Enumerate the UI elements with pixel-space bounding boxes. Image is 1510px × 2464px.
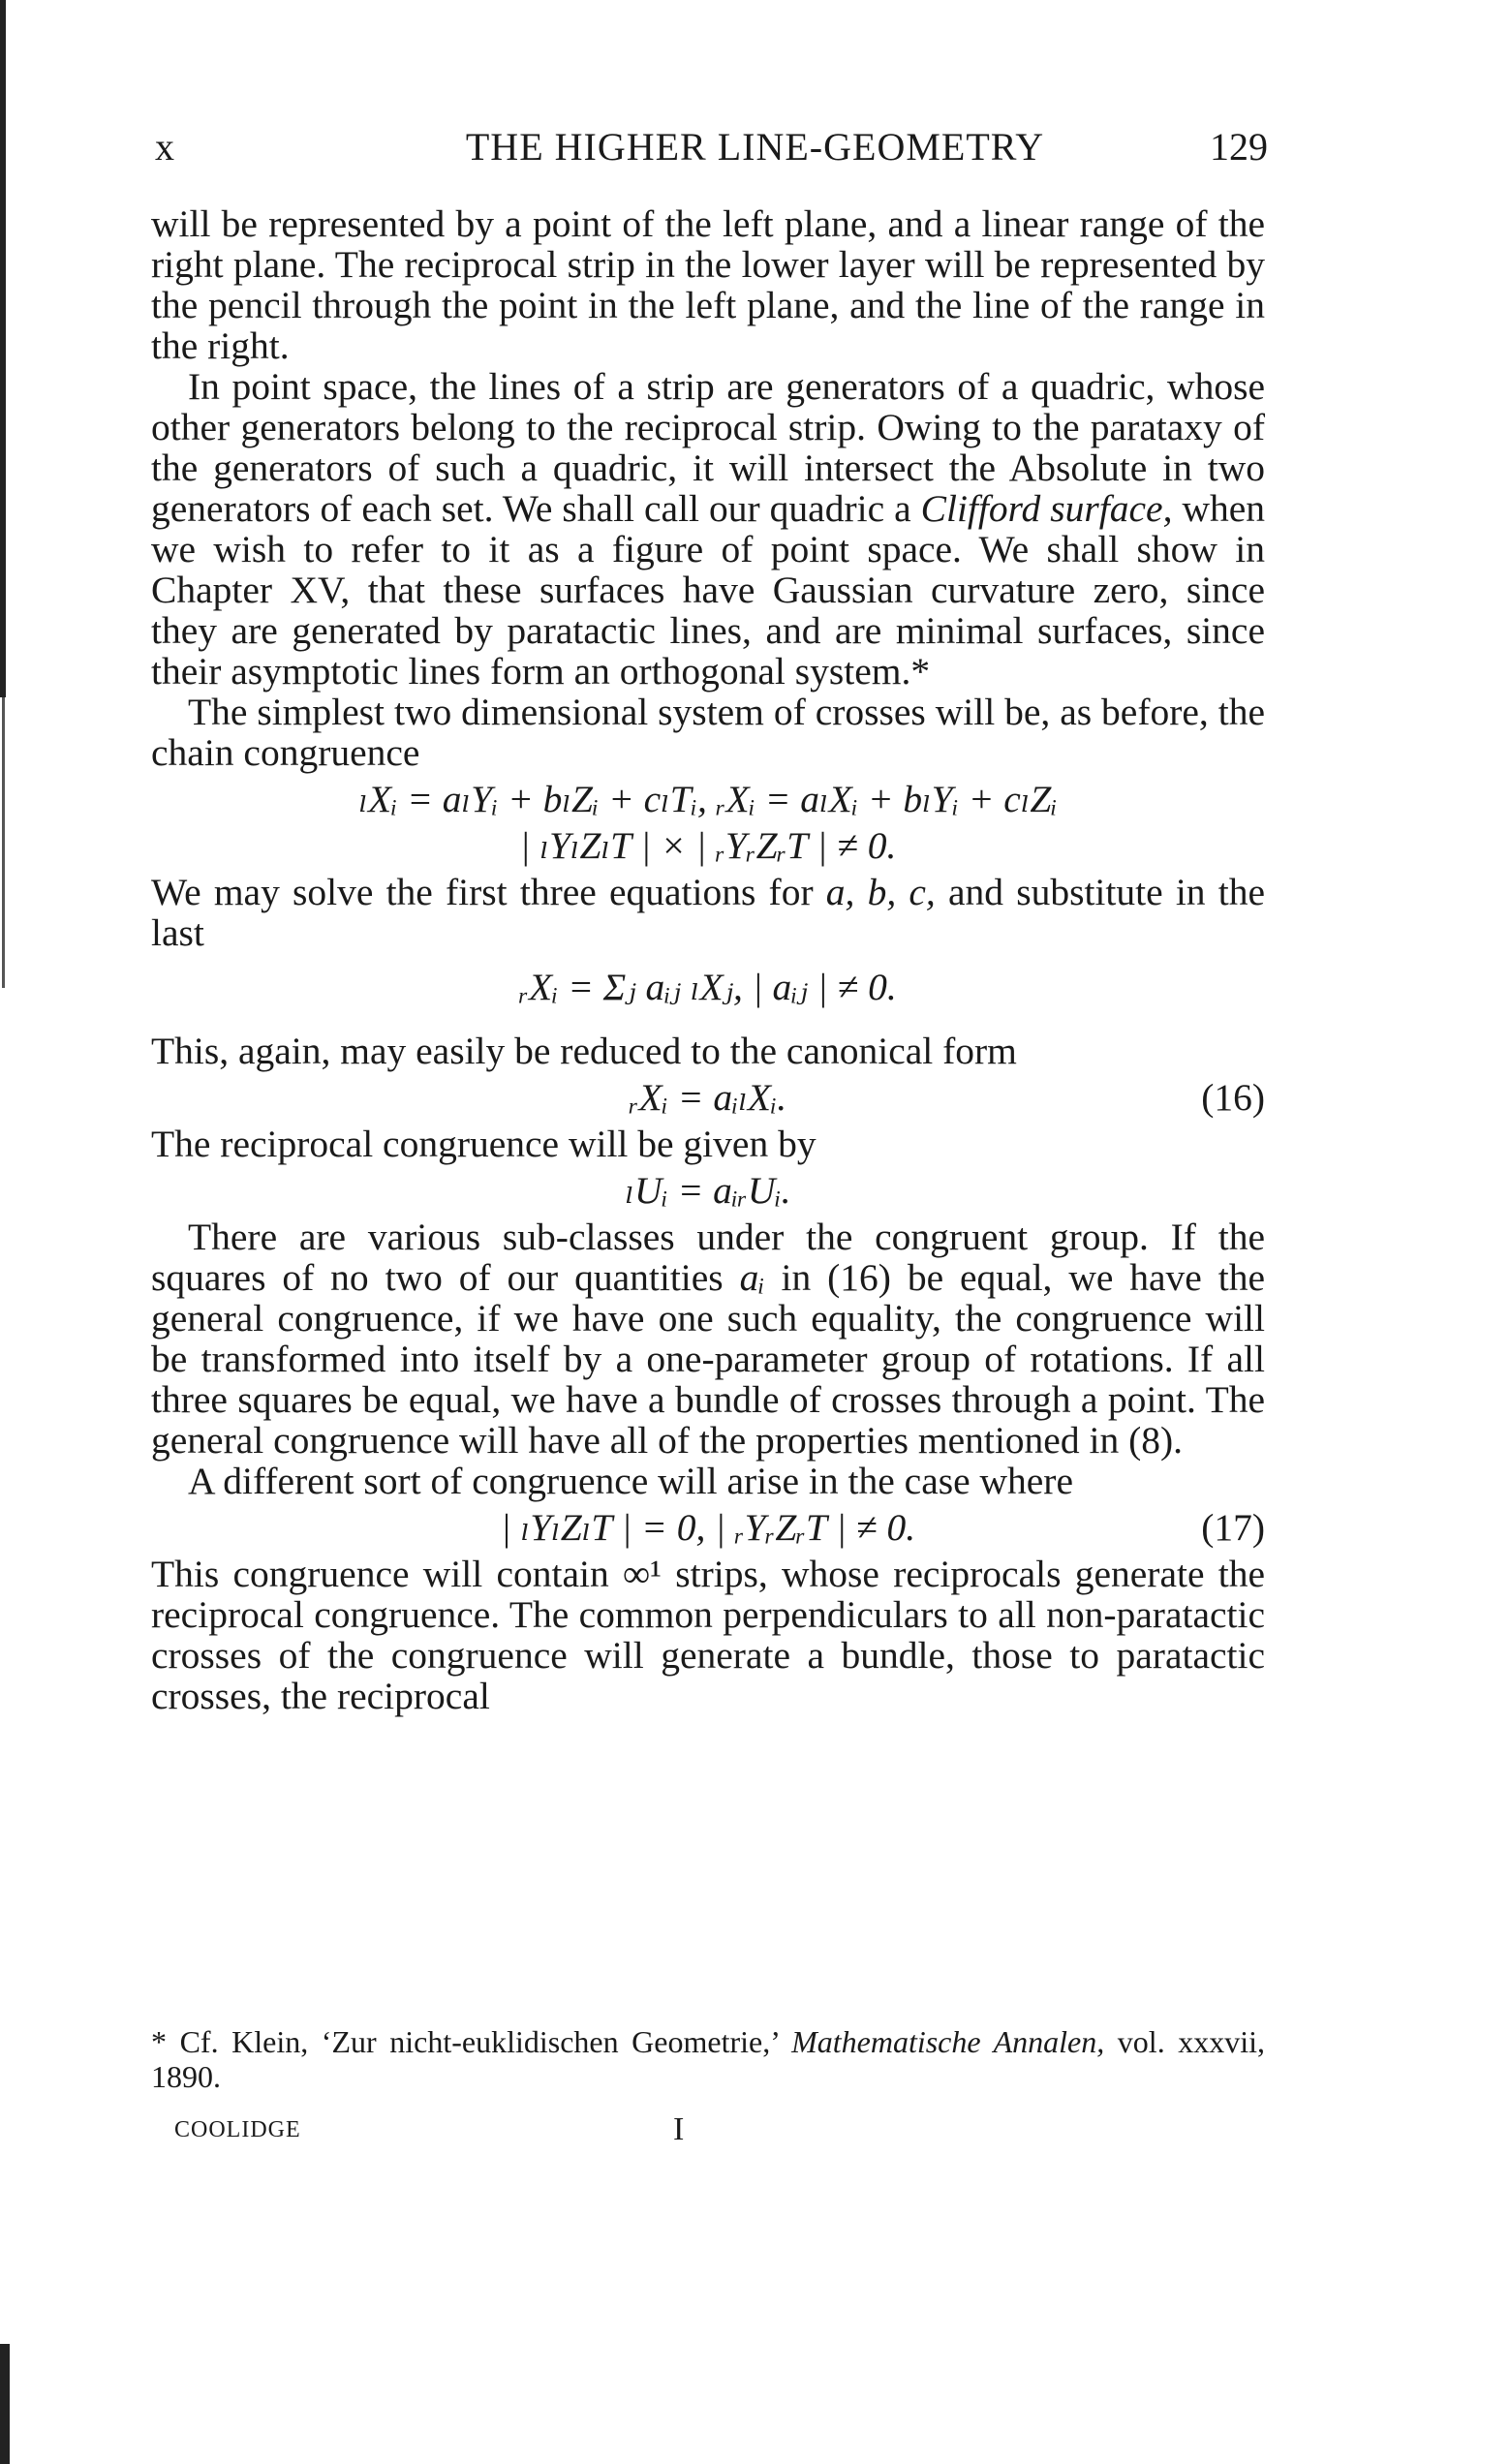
paragraph-2-part-b: when we wish to refer to it as a figure of point space. We shall show in Chapter XV, that these surfaces have Gaussian curvature zero, since they are generated by paratactic lines, and are minimal surfaces, since their asymptotic lines form an orthogonal system.* bbox=[151, 487, 1266, 693]
printer-signature: COOLIDGE bbox=[174, 2117, 301, 2142]
paragraph-7-part-a: There are various sub-classes under the congruent group. If the squares of no two of our quantities bbox=[151, 1216, 1265, 1299]
paragraph-2-part-a: In point space, the lines of a strip are generators of a quadric, whose other generators belong to the reciprocal strip. Owing to the parataxy of the generators of such a quadric, it will intersect the Absolute in two generators of each set. We shall call our quadric a bbox=[151, 365, 1265, 530]
paragraph-7-part-b: in (16) be equal, we have the general congruence, if we have one such equality, the congruence will be transformed into itself by a one-parameter group of rotations. If all three squares be equal, we have a bundle of crosses through a point. The general congruence will have all of the properties mentioned in (8). bbox=[151, 1256, 1266, 1462]
paragraph-4-part-a: We may solve the first three equations for bbox=[151, 871, 814, 913]
paragraph-1: will be represented by a point of the left plane, and a linear range of the right plane. The reciprocal strip in the lower layer will be represented by the pencil through the point in the left plane, and the line of the range in the right. bbox=[151, 202, 1265, 367]
paragraph-9: This congruence will contain ∞¹ strips, whose reciprocals generate the reciprocal congruence. The common perpendiculars to all non-paratactic crosses of the congruence will generate a bundle, those to paratactic crosses, the reciprocal bbox=[151, 1553, 1265, 1717]
equation-17-number: (17) bbox=[1201, 1506, 1265, 1549]
equation-17: | ₗYₗZₗT | = 0, | ᵣYᵣZᵣT | ≠ 0. bbox=[500, 1506, 916, 1549]
paragraph-5: This, again, may easily be reduced to the canonical form bbox=[151, 1030, 1017, 1072]
equation-16-row bbox=[151, 1077, 1265, 1118]
paragraph-3: The simplest two dimensional system of crosses will be, as before, the chain congruence bbox=[151, 691, 1265, 774]
inline-a-i: aᵢ bbox=[739, 1256, 765, 1299]
clifford-surface-term: Clifford surface, bbox=[920, 487, 1173, 530]
paragraph-2 bbox=[151, 366, 1265, 692]
equation-17-row bbox=[151, 1507, 1265, 1548]
inline-abc: a, b, c, bbox=[825, 871, 936, 913]
equation-sum: ᵣXᵢ = Σⱼ aᵢⱼ ₗXⱼ, | aᵢⱼ | ≠ 0. bbox=[519, 966, 897, 1008]
signature-mark: I bbox=[673, 2111, 685, 2147]
paragraph-6: The reciprocal congruence will be given by bbox=[151, 1123, 817, 1165]
equation-reciprocal: ₗUᵢ = aᵢᵣUᵢ. bbox=[625, 1169, 791, 1212]
paragraph-4-part-b: and substitute in the last bbox=[151, 871, 1265, 954]
equation-chain-2: | ₗYₗZₗT | × | ᵣYᵣZᵣT | ≠ 0. bbox=[519, 824, 897, 867]
body-text bbox=[151, 203, 1265, 1716]
paragraph-8: A different sort of congruence will arise in the case where bbox=[188, 1460, 1073, 1502]
footnote bbox=[151, 2024, 1265, 2094]
running-header bbox=[0, 124, 1510, 182]
equation-16-number: (16) bbox=[1201, 1076, 1265, 1119]
running-title: THE HIGHER LINE-GEOMETRY bbox=[465, 125, 1045, 169]
footnote-journal: Mathematische Annalen, bbox=[791, 2024, 1105, 2059]
page-number: 129 bbox=[1210, 125, 1268, 169]
footnote-volume: vol. xxxvii, 1890. bbox=[151, 2024, 1266, 2094]
paragraph-7 bbox=[151, 1217, 1265, 1461]
paragraph-4 bbox=[151, 872, 1265, 953]
footnote-text: * Cf. Klein, ‘Zur nicht-euklidischen Geometrie,’ bbox=[151, 2024, 779, 2059]
equation-16: ᵣXᵢ = aᵢₗXᵢ. bbox=[629, 1076, 787, 1119]
scan-binding-edge bbox=[0, 0, 17, 2464]
equation-chain-1: ₗXᵢ = aₗYᵢ + bₗZᵢ + cₗTᵢ, ᵣXᵢ = aₗXᵢ + bₗYᵢ + cₗZᵢ bbox=[358, 778, 1058, 820]
chapter-number: x bbox=[155, 125, 174, 169]
